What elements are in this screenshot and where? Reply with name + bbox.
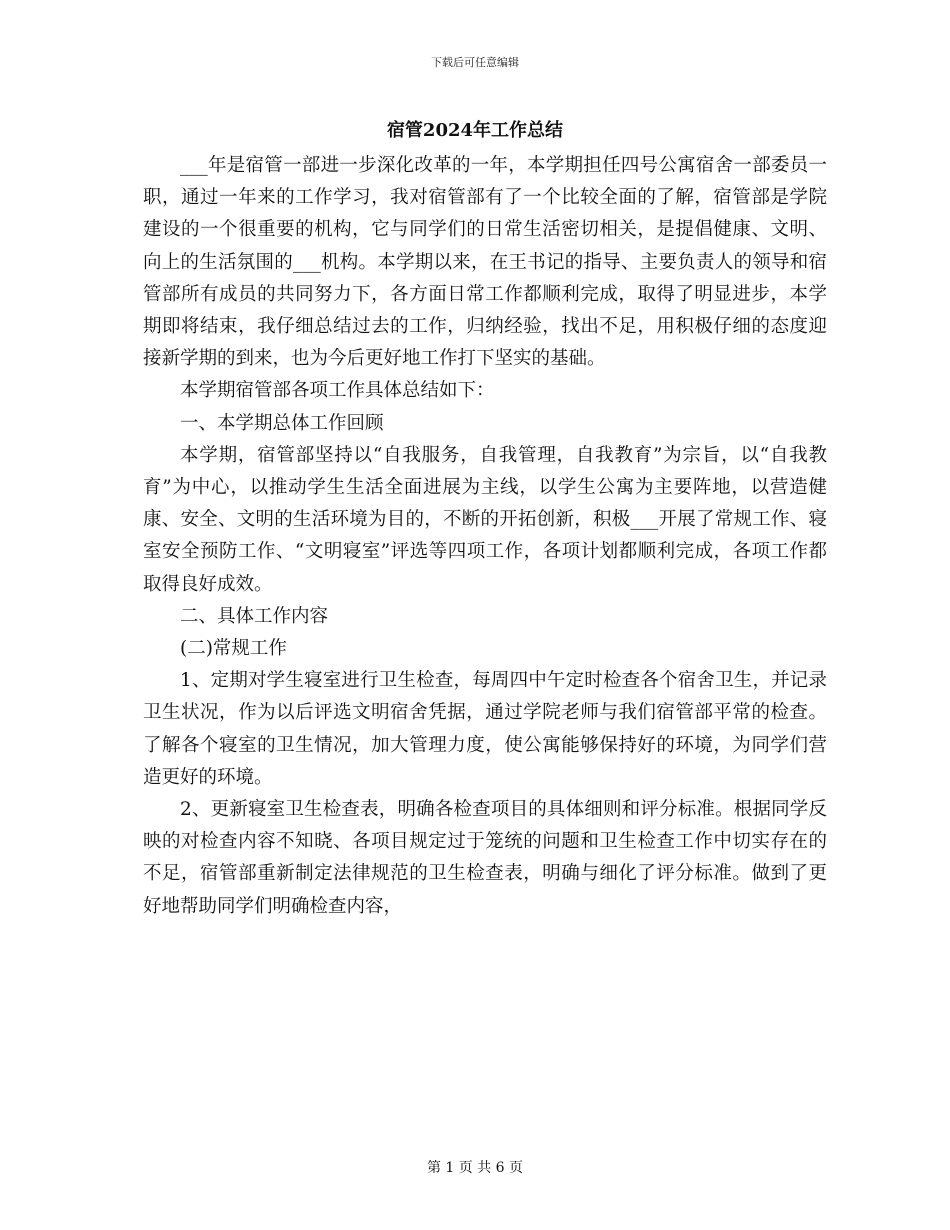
paragraph-intro: ___年是宿管一部进一步深化改革的一年，本学期担任四号公寓宿舍一部委员一职，通过一年来的工作学习，我对宿管部有了一个比较全面的了解，宿管部是学院建设的一个很重要的机构，它与同学们的日常生活密切相关，是提倡健康、文明、向上的生活氛围的___机构。本学期以来，在王书记的指导、主要负责人的领导和宿管部所有成员的共同努力下，各方面日常工作都顺利完成，取得了明显进步，本学期即将结束，我仔细总结过去的工作，归纳经验，找出不足，用积极仔细的态度迎接新学期的到来，也为今后更好地工作打下坚实的基础。 (143, 155, 827, 370)
document-body (143, 150, 827, 923)
section-heading-review: 一、本学期总体工作回顾 (180, 412, 384, 434)
page-header-note: 下载后可任意编辑 (431, 56, 519, 69)
paragraph-item-1: 1、定期对学生寝室进行卫生检查，每周四中午定时检查各个宿舍卫生，并记录卫生状况，作为以后评选文明宿舍凭据，通过学院老师与我们宿管部平常的检查。了解各个寝室的卫生情况，加大管理力度，使公寓能够保持好的环境，为同学们营造更好的环境。 (143, 670, 827, 788)
subsection-heading-routine: (二)常规工作 (180, 638, 287, 660)
section-heading-content: 二、具体工作内容 (180, 605, 329, 627)
paragraph-summary-lead: 本学期宿管部各项工作具体总结如下： (180, 380, 495, 402)
page-number: 第 1 页 共 6 页 (426, 1160, 524, 1176)
paragraph-review: 本学期，宿管部坚持以“自我服务，自我管理，自我教育”为宗旨，以“自我教育”为中心，以推动学生生活全面进展为主线，以学生公寓为主要阵地，以营造健康、安全、文明的生活环境为目的，不断的开拓创新，积极___开展了常规工作、寝室安全预防工作、“文明寝室”评选等四项工作，各项计划都顺利完成，各项工作都取得良好成效。 (143, 444, 827, 595)
paragraph-item-2: 2、更新寝室卫生检查表，明确各检查项目的具体细则和评分标准。根据同学反映的对检查内容不知晓、各项目规定过于笼统的问题和卫生检查工作中切实存在的不足，宿管部重新制定法律规范的卫生检查表，明确与细化了评分标准。做到了更好地帮助同学们明确检查内容， (143, 799, 827, 917)
document-title: 宿管2024年工作总结 (386, 120, 564, 141)
